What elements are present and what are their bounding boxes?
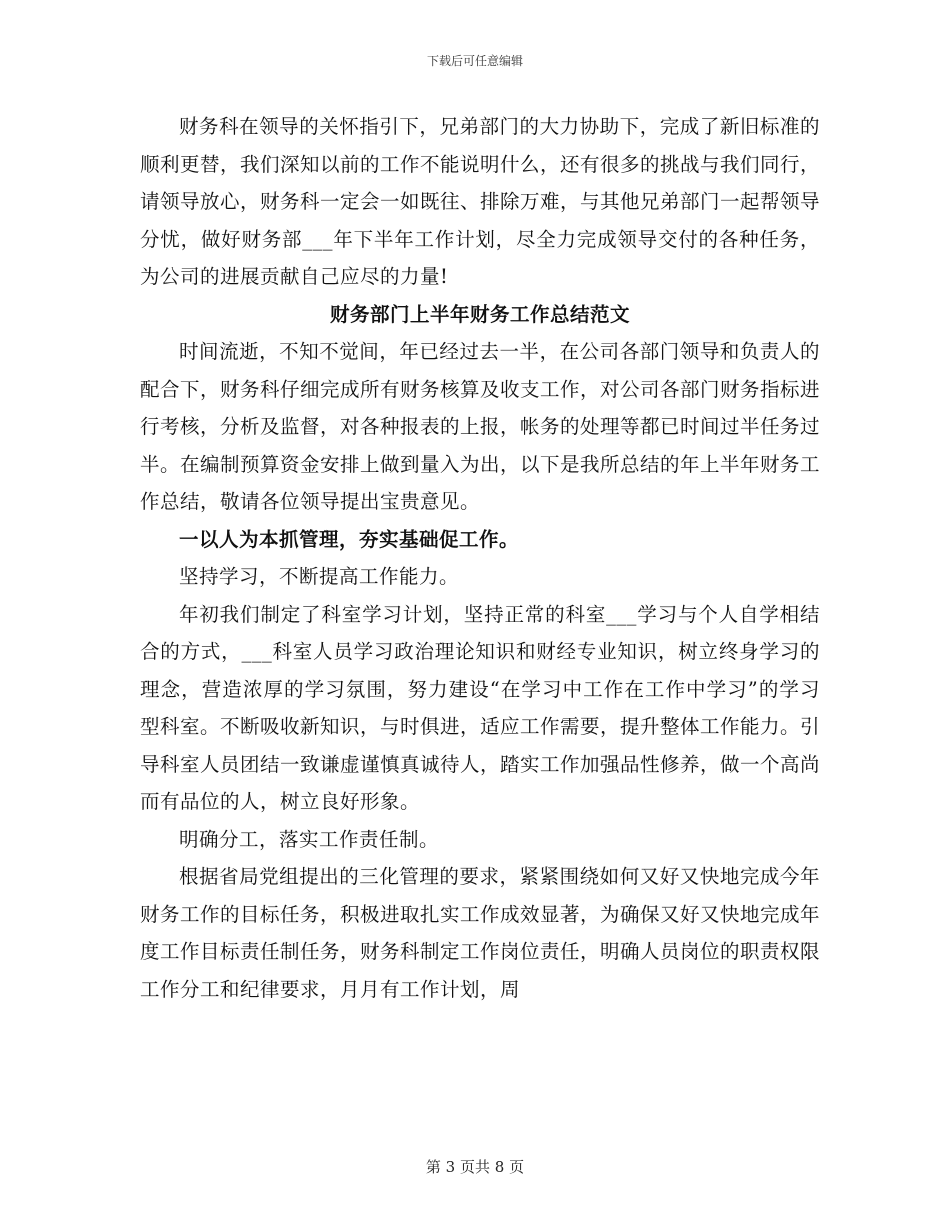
intro-paragraph: 时间流逝，不知不觉间，年已经过去一半，在公司各部门领导和负责人的配合下，财务科仔细完成所有财务核算及收支工作，对公司各部门财务指标进行考核，分析及监督，对各种报表的上报，帐务的处理等都已时间过半任务过半。在编制预算资金安排上做到量入为出，以下是我所总结的年上半年财务工作总结，敬请各位领导提出宝贵意见。 (140, 340, 821, 513)
document-title: 财务部门上半年财务工作总结范文 (329, 302, 630, 326)
study-paragraph: 年初我们制定了科室学习计划，坚持正常的科室___学习与个人自学相结合的方式，___科室人员学习政治理论知识和财经专业知识，树立终身学习的理念，营造浓厚的学习氛围，努力建设“在学习中工作在工作中学习”的学习型科室。不断吸收新知识，与时俱进，适应工作需要，提升整体工作能力。引导科室人员团结一致谦虚谨慎真诚待人，踏实工作加强品性修养，做一个高尚而有品位的人，树立良好形象。 (140, 602, 821, 813)
header-note: 下载后可任意编辑 (426, 54, 523, 68)
section-heading: 一以人为本抓管理，夯实基础促工作。 (179, 527, 520, 551)
document-body (140, 108, 820, 1008)
page-number: 第 3 页共 8 页 (425, 1158, 525, 1176)
closing-paragraph: 财务科在领导的关怀指引下，兄弟部门的大力协助下，完成了新旧标准的顺利更替，我们深知以前的工作不能说明什么，还有很多的挑战与我们同行，请领导放心，财务科一定会一如既往、排除万难，与其他兄弟部门一起帮领导分忧，做好财务部___年下半年工作计划，尽全力完成领导交付的各种任务，为公司的进展贡献自己应尽的力量! (140, 115, 821, 288)
subheading-study: 坚持学习，不断提高工作能力。 (179, 565, 460, 588)
subheading-responsibility: 明确分工，落实工作责任制。 (179, 827, 440, 851)
responsibility-paragraph: 根据省局党组提出的三化管理的要求，紧紧围绕如何又好又快地完成今年财务工作的目标任务，积极进取扎实工作成效显著，为确保又好又快地完成年度工作目标责任制任务，财务科制定工作岗位责任，明确人员岗位的职责权限工作分工和纪律要求，月月有工作计划，周 (140, 865, 821, 1001)
